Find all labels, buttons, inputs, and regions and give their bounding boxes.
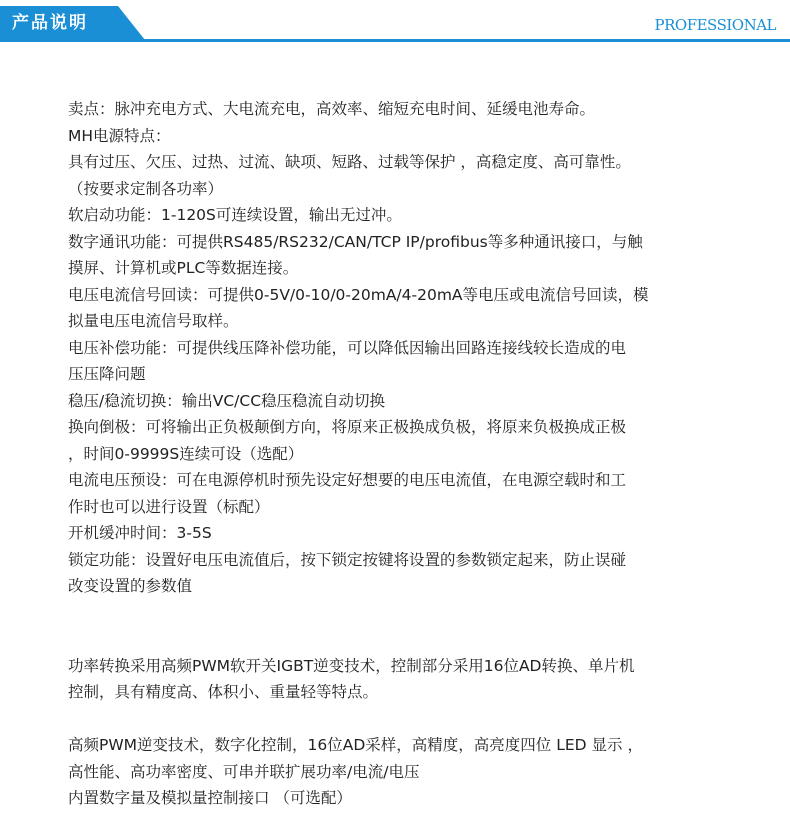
feature-line: 电压电流信号回读：可提供0-5V/0-10/0-20mA/4-20mA等电压或电流信号回读，模 — [68, 285, 649, 304]
feature-line: 电压补偿功能：可提供线压降补偿功能，可以降低因输出回路连接线较长造成的电 — [68, 338, 627, 357]
feature-item — [68, 123, 728, 150]
feature-item — [68, 229, 728, 282]
tech-line: 高性能、高功率密度、可串并联扩展功率/电流/电压 — [68, 762, 420, 781]
tech-line: 高频PWM逆变技术，数字化控制，16位AD采样，高精度，高亮度四位 LED 显示 ， — [68, 736, 643, 754]
paragraph-gap — [68, 600, 728, 627]
feature-line: 压压降问题 — [68, 365, 146, 383]
header-divider-line — [0, 39, 790, 42]
feature-item — [68, 149, 728, 202]
feature-item — [68, 282, 728, 335]
feature-item — [68, 467, 728, 520]
feature-line: 电流电压预设：可在电源停机时预先设定好想要的电压电流值，在电源空载时和工 — [68, 471, 627, 489]
paragraph-gap — [68, 706, 728, 733]
brand-label: PROFESSIONAL — [654, 16, 776, 34]
feature-line: MH电源特点： — [68, 126, 171, 145]
feature-line: 锁定功能：设置好电压电流值后，按下锁定按键将设置的参数锁定起来，防止误碰 — [68, 550, 627, 569]
feature-line: 改变设置的参数值 — [68, 577, 193, 595]
feature-line: 摸屏、计算机或PLC等数据连接。 — [68, 259, 299, 277]
pwm-line: 功率转换采用高频PWM软开关IGBT逆变技术，控制部分采用16位AD转换、单片机 — [68, 656, 635, 675]
section-header — [0, 0, 790, 46]
tech-line: 内置数字量及模拟量控制接口 （可选配） — [68, 789, 352, 807]
feature-line: 软启动功能：1-120S可连续设置，输出无过冲。 — [68, 206, 402, 224]
feature-item — [68, 520, 728, 547]
section-title-tab — [0, 6, 145, 40]
feature-line: 具有过压、欠压、过热、过流、缺项、短路、过载等保护 ，高稳定度、高可靠性。 — [68, 153, 631, 171]
product-description — [68, 96, 728, 812]
feature-line: 数字通讯功能：可提供RS485/RS232/CAN/TCP IP/profibus等多种通讯接口，与触 — [68, 232, 643, 251]
feature-line: 作时也可以进行设置（标配） — [68, 497, 270, 516]
pwm-line: 控制，具有精度高、体积小、重量轻等特点。 — [68, 683, 379, 701]
feature-line: 稳压/稳流切换：输出VC/CC稳压稳流自动切换 — [68, 391, 386, 410]
feature-line: 卖点：脉冲充电方式、大电流充电，高效率、缩短充电时间、延缓电池寿命。 — [68, 100, 596, 118]
feature-item — [68, 547, 728, 600]
feature-item — [68, 414, 728, 467]
section-title: 产品说明 — [12, 13, 88, 33]
paragraph-gap — [68, 626, 728, 653]
feature-item — [68, 202, 728, 229]
feature-line: 换向倒极：可将输出正负极颠倒方向，将原来正极换成负极，将原来负极换成正极 — [68, 418, 627, 436]
feature-line: 拟量电压电流信号取样。 — [68, 312, 239, 330]
feature-item — [68, 96, 728, 123]
feature-line: （按要求定制各功率） — [68, 179, 224, 198]
features-list — [68, 96, 728, 600]
pwm-paragraph — [68, 653, 728, 706]
tech-paragraph — [68, 732, 728, 812]
feature-item — [68, 335, 728, 388]
feature-item — [68, 388, 728, 415]
feature-line: 开机缓冲时间：3-5S — [68, 524, 212, 542]
feature-line: ，时间0-9999S连续可设（选配） — [68, 444, 304, 463]
